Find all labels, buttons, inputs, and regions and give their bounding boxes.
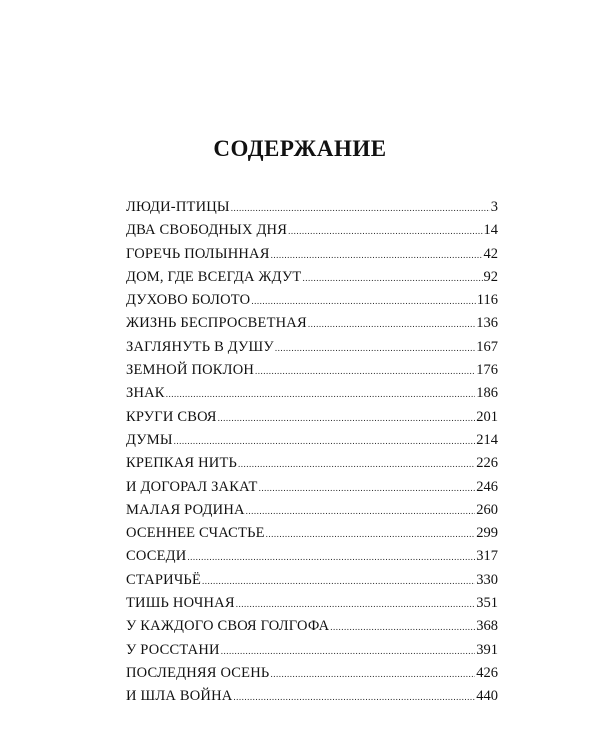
toc-page-number: 440 [476, 688, 498, 705]
toc-entry[interactable] [126, 336, 498, 359]
toc-page-number: 214 [476, 431, 498, 448]
dot-leader [270, 663, 475, 686]
toc-page-number: 136 [476, 315, 498, 332]
toc-page-number: 42 [483, 245, 498, 262]
toc-entry-title: И ШЛА ВОЙНА [126, 688, 233, 705]
toc-entry-title: ЗАГЛЯНУТЬ В ДУШУ [126, 338, 274, 355]
toc-page-number: 317 [476, 548, 498, 565]
toc-entry[interactable] [126, 359, 498, 382]
dot-leader [233, 686, 475, 709]
toc-entry[interactable] [126, 452, 498, 475]
toc-entry[interactable] [126, 382, 498, 405]
toc-entry-title: ДУХОВО БОЛОТО [126, 292, 251, 309]
dot-leader [166, 383, 476, 406]
toc-entry[interactable] [126, 592, 498, 615]
toc-entry-title: ДВА СВОБОДНЫХ ДНЯ [126, 222, 288, 239]
toc-page-number: 391 [476, 641, 498, 658]
toc-entry[interactable] [126, 243, 498, 266]
toc-page-number: 116 [476, 292, 498, 309]
dot-leader [218, 407, 476, 430]
toc-entry[interactable] [126, 639, 498, 662]
toc-entry-title: ОСЕННЕЕ СЧАСТЬЕ [126, 525, 265, 542]
dot-leader [174, 430, 476, 453]
toc-entry-title: КРЕПКАЯ НИТЬ [126, 455, 238, 472]
dot-leader [302, 267, 482, 290]
dot-leader [308, 313, 475, 336]
toc-page-number: 351 [476, 595, 498, 612]
toc-page-number: 3 [490, 199, 498, 215]
toc-entry-title: СТАРИЧЬЁ [126, 571, 202, 588]
dot-leader [202, 570, 475, 593]
toc-entry[interactable] [126, 476, 498, 499]
toc-page-number: 14 [483, 222, 498, 239]
toc-entry-title: СОСЕДИ [126, 548, 187, 565]
toc-entry-title: У КАЖДОГО СВОЯ ГОЛГОФА [126, 618, 330, 635]
toc-entry-title: ДУМЫ [126, 431, 173, 448]
toc-entry-title: ПОСЛЕДНЯЯ ОСЕНЬ [126, 664, 270, 681]
toc-entry[interactable] [126, 312, 498, 335]
toc-page-number: 201 [476, 408, 498, 425]
toc-entry-title: ЖИЗНЬ БЕСПРОСВЕТНАЯ [126, 315, 307, 332]
toc-entry[interactable] [126, 569, 498, 592]
toc-entry[interactable] [126, 406, 498, 429]
dot-leader [266, 523, 476, 546]
toc-entry[interactable] [126, 522, 498, 545]
toc-page-number: 186 [476, 385, 498, 402]
dot-leader [330, 616, 475, 639]
toc-page-number: 368 [476, 618, 498, 635]
dot-leader [271, 244, 483, 267]
toc-entry-title: ГОРЕЧЬ ПОЛЫННАЯ [126, 245, 270, 262]
toc-entry[interactable] [126, 196, 498, 219]
page-title: СОДЕРЖАНИЕ [213, 136, 387, 161]
toc-entry[interactable] [126, 545, 498, 568]
dot-leader [255, 360, 475, 383]
toc-entry[interactable] [126, 615, 498, 638]
toc-entry-title: КРУГИ СВОЯ [126, 408, 217, 425]
toc-entry[interactable] [126, 662, 498, 685]
toc-entry[interactable] [126, 429, 498, 452]
table-of-contents [126, 196, 498, 709]
dot-leader [221, 640, 476, 663]
toc-entry-title: ЗЕМНОЙ ПОКЛОН [126, 362, 255, 379]
toc-entry-title: И ДОГОРАЛ ЗАКАТ [126, 478, 258, 495]
toc-page-number: 426 [476, 664, 498, 681]
toc-page-number: 167 [476, 338, 498, 355]
toc-page-number: 92 [483, 268, 498, 285]
dot-leader [231, 197, 490, 220]
toc-page-number: 260 [476, 501, 498, 518]
toc-entry[interactable] [126, 266, 498, 289]
dot-leader [187, 546, 475, 569]
dot-leader [236, 593, 476, 616]
toc-page-number: 299 [476, 525, 498, 542]
toc-page-number: 330 [476, 571, 498, 588]
dot-leader [275, 337, 475, 360]
dot-leader [288, 220, 482, 243]
toc-page-number: 246 [476, 478, 498, 495]
toc-entry-title: МАЛАЯ РОДИНА [126, 501, 245, 518]
toc-entry-title: ЗНАК [126, 385, 165, 402]
toc-entry[interactable] [126, 499, 498, 522]
toc-entry-title: ДОМ, ГДЕ ВСЕГДА ЖДУТ [126, 268, 302, 285]
toc-entry[interactable] [126, 685, 498, 708]
toc-entry[interactable] [126, 219, 498, 242]
toc-entry-title: ЛЮДИ-ПТИЦЫ [126, 199, 230, 215]
toc-entry[interactable] [126, 289, 498, 312]
toc-entry-title: ТИШЬ НОЧНАЯ [126, 595, 235, 612]
toc-page-number: 226 [476, 455, 498, 472]
dot-leader [238, 453, 475, 476]
toc-page-number: 176 [476, 362, 498, 379]
dot-leader [259, 477, 476, 500]
toc-entry-title: У РОССТАНИ [126, 641, 220, 658]
dot-leader [246, 500, 476, 523]
dot-leader [251, 290, 475, 313]
